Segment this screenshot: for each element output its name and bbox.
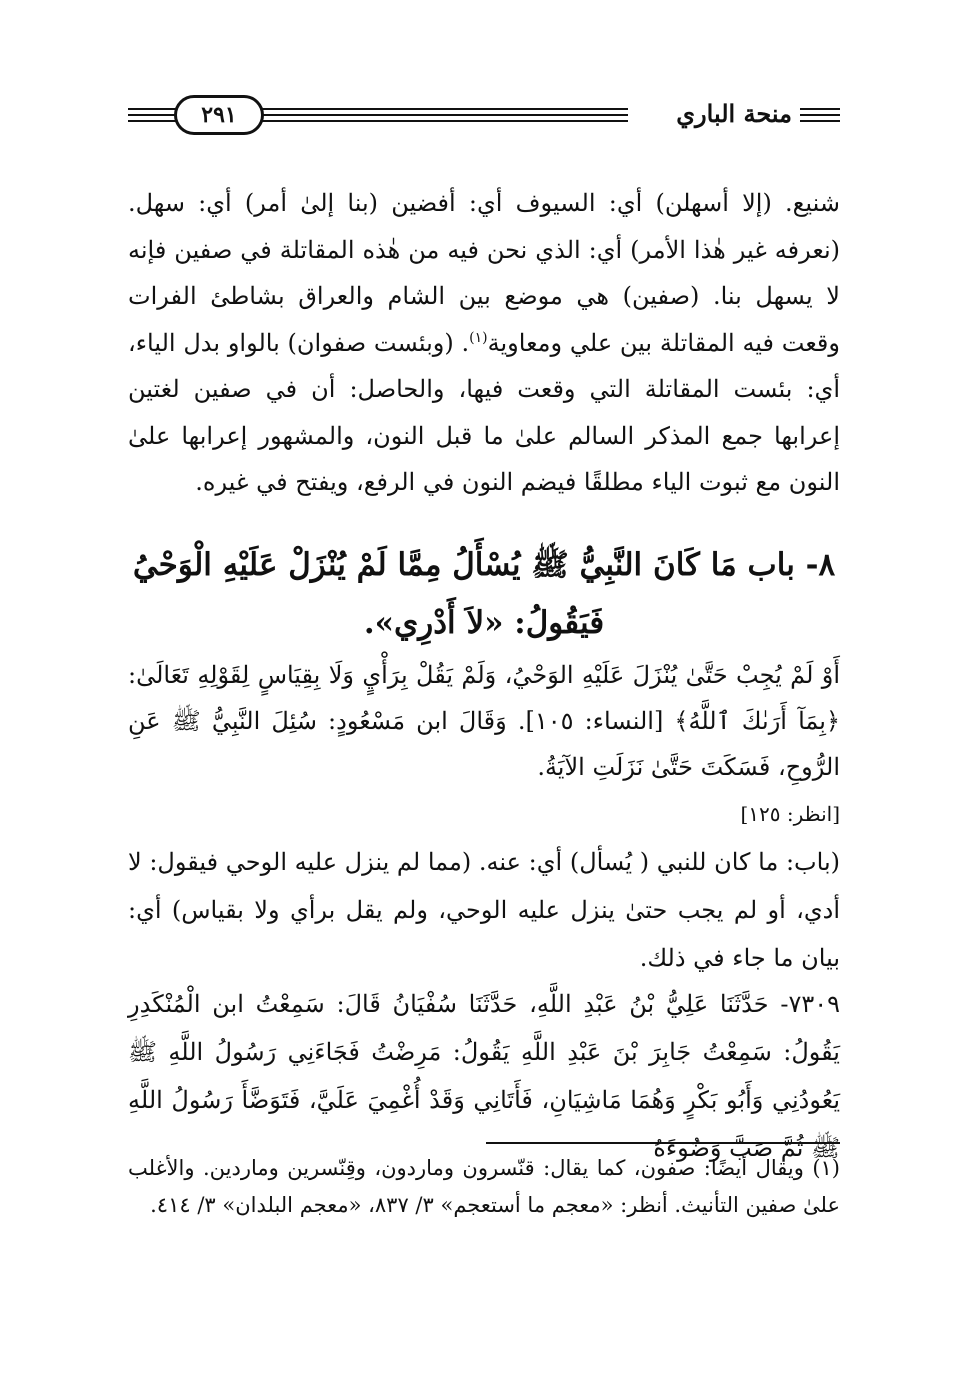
commentary-text: شنيع. (إلا أسهلن) أي: السيوف أي: أفضين (بنا إلىٰ أمر) أي: سهل. (نعرفه غير هٰذا الأمر) أي: الذي نحن فيه من هٰذه المقاتلة في صفين فإنه لا يسهل بنا. (صفين) هي موضع بين الشام والعراق بشاطئ الفرات وقعت فيه المقاتلة بين علي ومعاوية [128, 189, 841, 357]
header-rule-right [800, 108, 840, 110]
book-page [128, 0, 840, 1392]
chapter-heading-line-2: فَيَقُولُ: «لاَ أَدْرِي». [363, 605, 605, 641]
footnote-marker: (١) [469, 329, 488, 346]
cross-reference: [انظر: ١٢٥] [740, 802, 840, 826]
footnote: (١) ويقال أيضًا: صفون، كما يقال: قنّسرون وماردون، وقِنّسرين وماردين. والأغلب علىٰ صفين التأنيث. أنظر: «معجم ما أستعجم» ٣/ ٨٣٧، «معجم البلدان» ٣/ ٤١٤. [128, 1156, 840, 1217]
commentary-paragraph-2: (باب: ما كان للنبي ( يُسأل) أي: عنه. (مما لم ينزل عليه الوحي فيقول: لا أدي، أو لم يجب حتىٰ ينزل عليه الوحي، ولم يقل برأي ولا بقياس) أي: بيان ما جاء في ذلك. [128, 848, 840, 972]
page-number: ٢٩١ [174, 95, 264, 135]
footnote-divider [486, 1142, 840, 1144]
chapter-body: أَوْ لَمْ يُجِبْ حَتَّىٰ يُنْزَلَ عَلَيْهِ الوَحْيُ، وَلَمْ يَقُلْ بِرَأْيٍ وَلَا بِقِيَاسٍ لِقَوْلِهِ تَعَالَىٰ: ﴿بِمَآ أَرَىٰكَ ٱللَّهُ﴾ [النساء: ١٠٥]. وَقَالَ ابن مَسْعُودٍ: سُئِلَ النَّبِيُّ ﷺ عَنِ الرُّوحِ، فَسَكَتَ حَتَّىٰ نَزَلَتِ الآيَةُ. [128, 661, 841, 781]
chapter-heading-line-1: ٨- باب مَا كَانَ النَّبِيُّ ﷺ يُسْأَلُ مِمَّا لَمْ يُنْزَلْ عَلَيْهِ الْوَحْيُ [132, 547, 836, 583]
chapter-text [128, 652, 840, 837]
commentary-text-end: . (وبئست صفوان) بالواو بدل الياء، أي: بئست المقاتلة التي وقعت فيها، والحاصل: أن في صفين لغتين إعرابها جمع المذكر السالم علىٰ ما قبل النون، والمشهور إعرابها علىٰ النون مع ثبوت الياء مطلقًا فيضم النون في الرفع، ويفتح في غيره. [128, 328, 840, 496]
commentary-paragraph [128, 180, 840, 506]
book-title: منحة الباري [676, 99, 792, 128]
page-header [128, 88, 840, 140]
header-rule-right [800, 120, 840, 122]
hadith-text: ٧٣٠٩- حَدَّثَنَا عَلِيُّ بْنُ عَبْدِ اللَّهِ، حَدَّثَنَا سُفْيَانُ قَالَ: سَمِعْتُ ابن الْمُنْكَدِرِ يَقُولُ: سَمِعْتُ جَابِرَ بْنَ عَبْدِ اللَّهِ يَقُولُ: مَرِضْتُ فَجَاءَنِي رَسُولُ اللَّهِ ﷺ يَعُودُنِي وَأَبُو بَكْرٍ وَهُمَا مَاشِيَانِ، فَأَتَانِي وَقَدْ أُغْمِيَ عَلَيَّ، فَتَوَضَّأَ رَسُولُ اللَّهِ ﷺ ثُمَّ صَبَّ وَضُوءَهُ [128, 990, 840, 1162]
chapter-heading [128, 536, 840, 652]
header-rule-right [800, 114, 840, 116]
